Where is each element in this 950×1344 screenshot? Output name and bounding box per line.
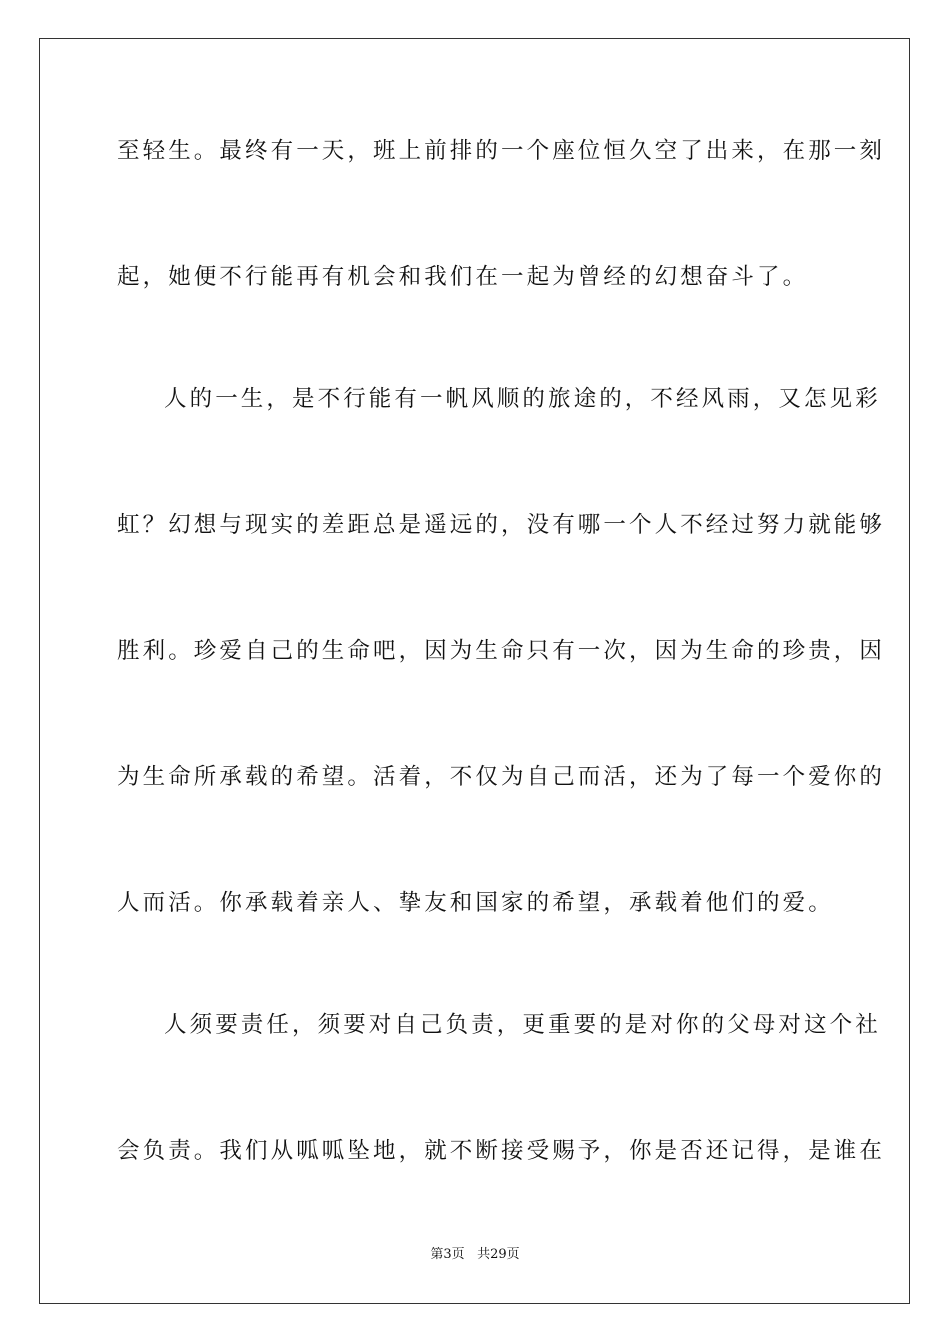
- page-border: [39, 38, 910, 1304]
- text-line: 起，她便不行能再有机会和我们在一起为曾经的幻想奋斗了。: [117, 264, 809, 290]
- page-number: 第3页: [430, 1247, 465, 1262]
- text-line: 为生命所承载的希望。活着，不仅为自己而活，还为了每一个爱你的: [117, 764, 886, 790]
- footer-separator: [465, 1247, 477, 1262]
- paragraph-start-line: 人须要责任，须要对自己负责，更重要的是对你的父母对这个社: [164, 1012, 881, 1038]
- text-line: 胜利。珍爱自己的生命吧，因为生命只有一次，因为生命的珍贵，因: [117, 638, 886, 664]
- page-footer: [0, 1246, 950, 1264]
- text-line: 至轻生。最终有一天，班上前排的一个座位恒久空了出来，在那一刻: [117, 138, 886, 164]
- text-line: 会负责。我们从呱呱坠地，就不断接受赐予，你是否还记得，是谁在: [117, 1138, 886, 1164]
- total-pages: 共29页: [477, 1247, 520, 1262]
- paragraph-start-line: 人的一生，是不行能有一帆风顺的旅途的，不经风雨，又怎见彩: [164, 386, 881, 412]
- text-line: 虹？幻想与现实的差距总是遥远的，没有哪一个人不经过努力就能够: [117, 512, 886, 538]
- text-line: 人而活。你承载着亲人、挚友和国家的希望，承载着他们的爱。: [117, 890, 834, 916]
